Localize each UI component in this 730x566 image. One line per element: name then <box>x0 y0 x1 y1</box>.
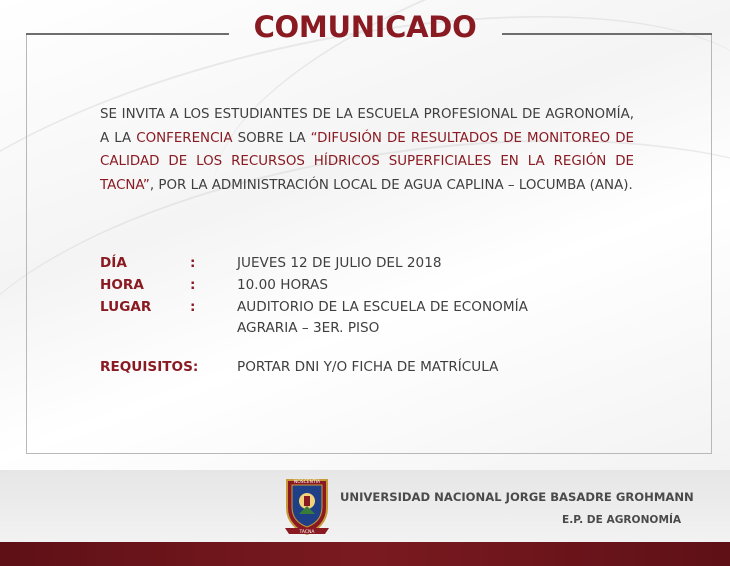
lugar-value-line1: AUDITORIO DE LA ESCUELA DE ECONOMÍA <box>237 299 528 315</box>
announcement-part: SE INVITA A LOS ESTUDIANTES DE LA ESCUELA PROFESIONAL DE AGRONOMÍA, A LA <box>100 107 634 146</box>
announcement-part: , POR LA ADMINISTRACIÓN LOCAL DE AGUA CAPLINA – LOCUMBA (ANA). <box>149 177 633 193</box>
dia-value: JUEVES 12 DE JULIO DEL 2018 <box>237 255 442 271</box>
lugar-colon: : <box>190 299 196 315</box>
content-frame <box>26 34 712 454</box>
announcement-part: SOBRE LA <box>232 130 311 146</box>
hora-value: 10.00 HORAS <box>237 277 328 293</box>
dia-label: DÍA <box>100 255 127 271</box>
title-divider-right <box>502 33 712 35</box>
requisitos-label: REQUISITOS: <box>100 359 199 375</box>
lugar-label: LUGAR <box>100 299 152 315</box>
hora-label: HORA <box>100 277 144 293</box>
page-title: COMUNICADO <box>253 10 477 44</box>
dia-colon: : <box>190 255 196 271</box>
requisitos-value: PORTAR DNI Y/O FICHA DE MATRÍCULA <box>237 359 499 375</box>
footer-band <box>0 470 730 542</box>
crest-motto: NOSCENTIA <box>293 480 321 485</box>
university-name: UNIVERSIDAD NACIONAL JORGE BASADRE GROHMANN <box>340 490 694 504</box>
crest-ribbon-text: TACNA <box>299 530 315 535</box>
title-divider-left <box>26 33 229 35</box>
university-crest-icon <box>281 474 333 538</box>
announcement-highlight-conferencia: CONFERENCIA <box>136 130 233 146</box>
footer-bar <box>0 542 730 566</box>
lugar-value-line2: AGRARIA – 3ER. PISO <box>237 320 380 336</box>
hora-colon: : <box>190 277 196 293</box>
school-name: E.P. DE AGRONOMÍA <box>562 514 682 526</box>
announcement-text <box>100 103 634 197</box>
announcement-highlight-topic: “DIFUSIÓN DE RESULTADOS DE MONITOREO DE CALIDAD DE LOS RECURSOS HÍDRICOS SUPERFICIALES EN LA REGIÓN DE TACNA” <box>100 130 634 193</box>
